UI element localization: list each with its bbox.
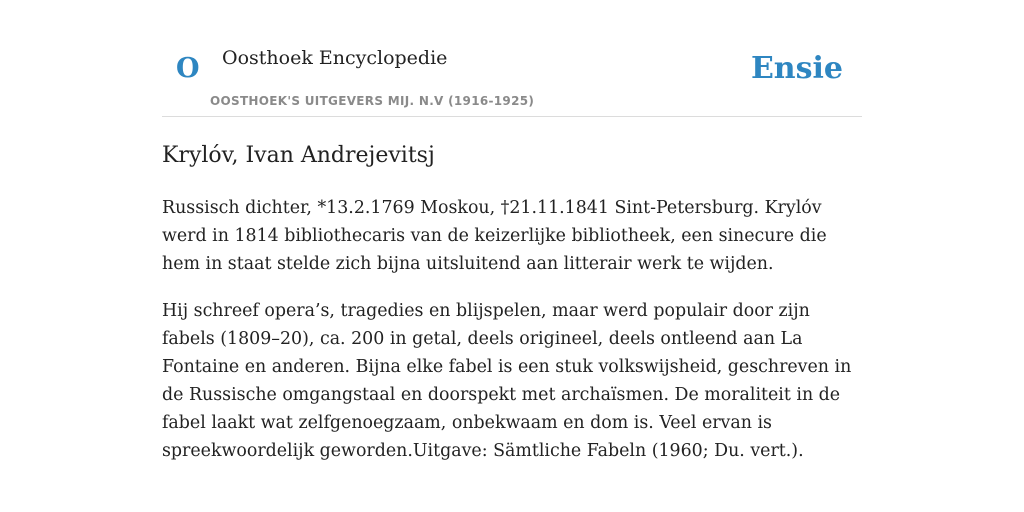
article-body [162, 194, 862, 465]
article-paragraph: Russisch dichter, *13.2.1769 Moskou, †21.11.1841 Sint-Petersburg. Krylóv werd in 1814 bibliothecaris van de keizerlijke bibliotheek, een sinecure die hem in staat stelde zich bijna uitsluitend aan litterair werk te wijden. [162, 198, 827, 274]
article-paragraph: Hij schreef opera’s, tragedies en blijspelen, maar werd populair door zijn fabels (1809–20), ca. 200 in getal, deels origineel, deels ontleend aan La Fontaine en anderen. Bijna elke fabel is een stuk volkswijsheid, geschreven in de Russische omgangstaal en doorspekt met archaïsmen. De moraliteit in de fabel laakt wat zelfgenoegzaam, onbekwaam en dom is. Veel ervan is spreekwoordelijk geworden.Uitgave: Sämtliche Fabeln (1960; Du. vert.). [162, 301, 852, 461]
publication-name[interactable]: Oosthoek Encyclopedie [222, 47, 448, 69]
publication-logo[interactable]: O [176, 53, 200, 84]
publisher-line: OOSTHOEK'S UITGEVERS MIJ. N.V (1916-1925) [210, 94, 535, 108]
article-title: Krylóv, Ivan Andrejevitsj [162, 143, 435, 168]
page [162, 0, 862, 484]
header [162, 0, 862, 117]
brand-logo-link[interactable]: Ensie [750, 51, 843, 86]
